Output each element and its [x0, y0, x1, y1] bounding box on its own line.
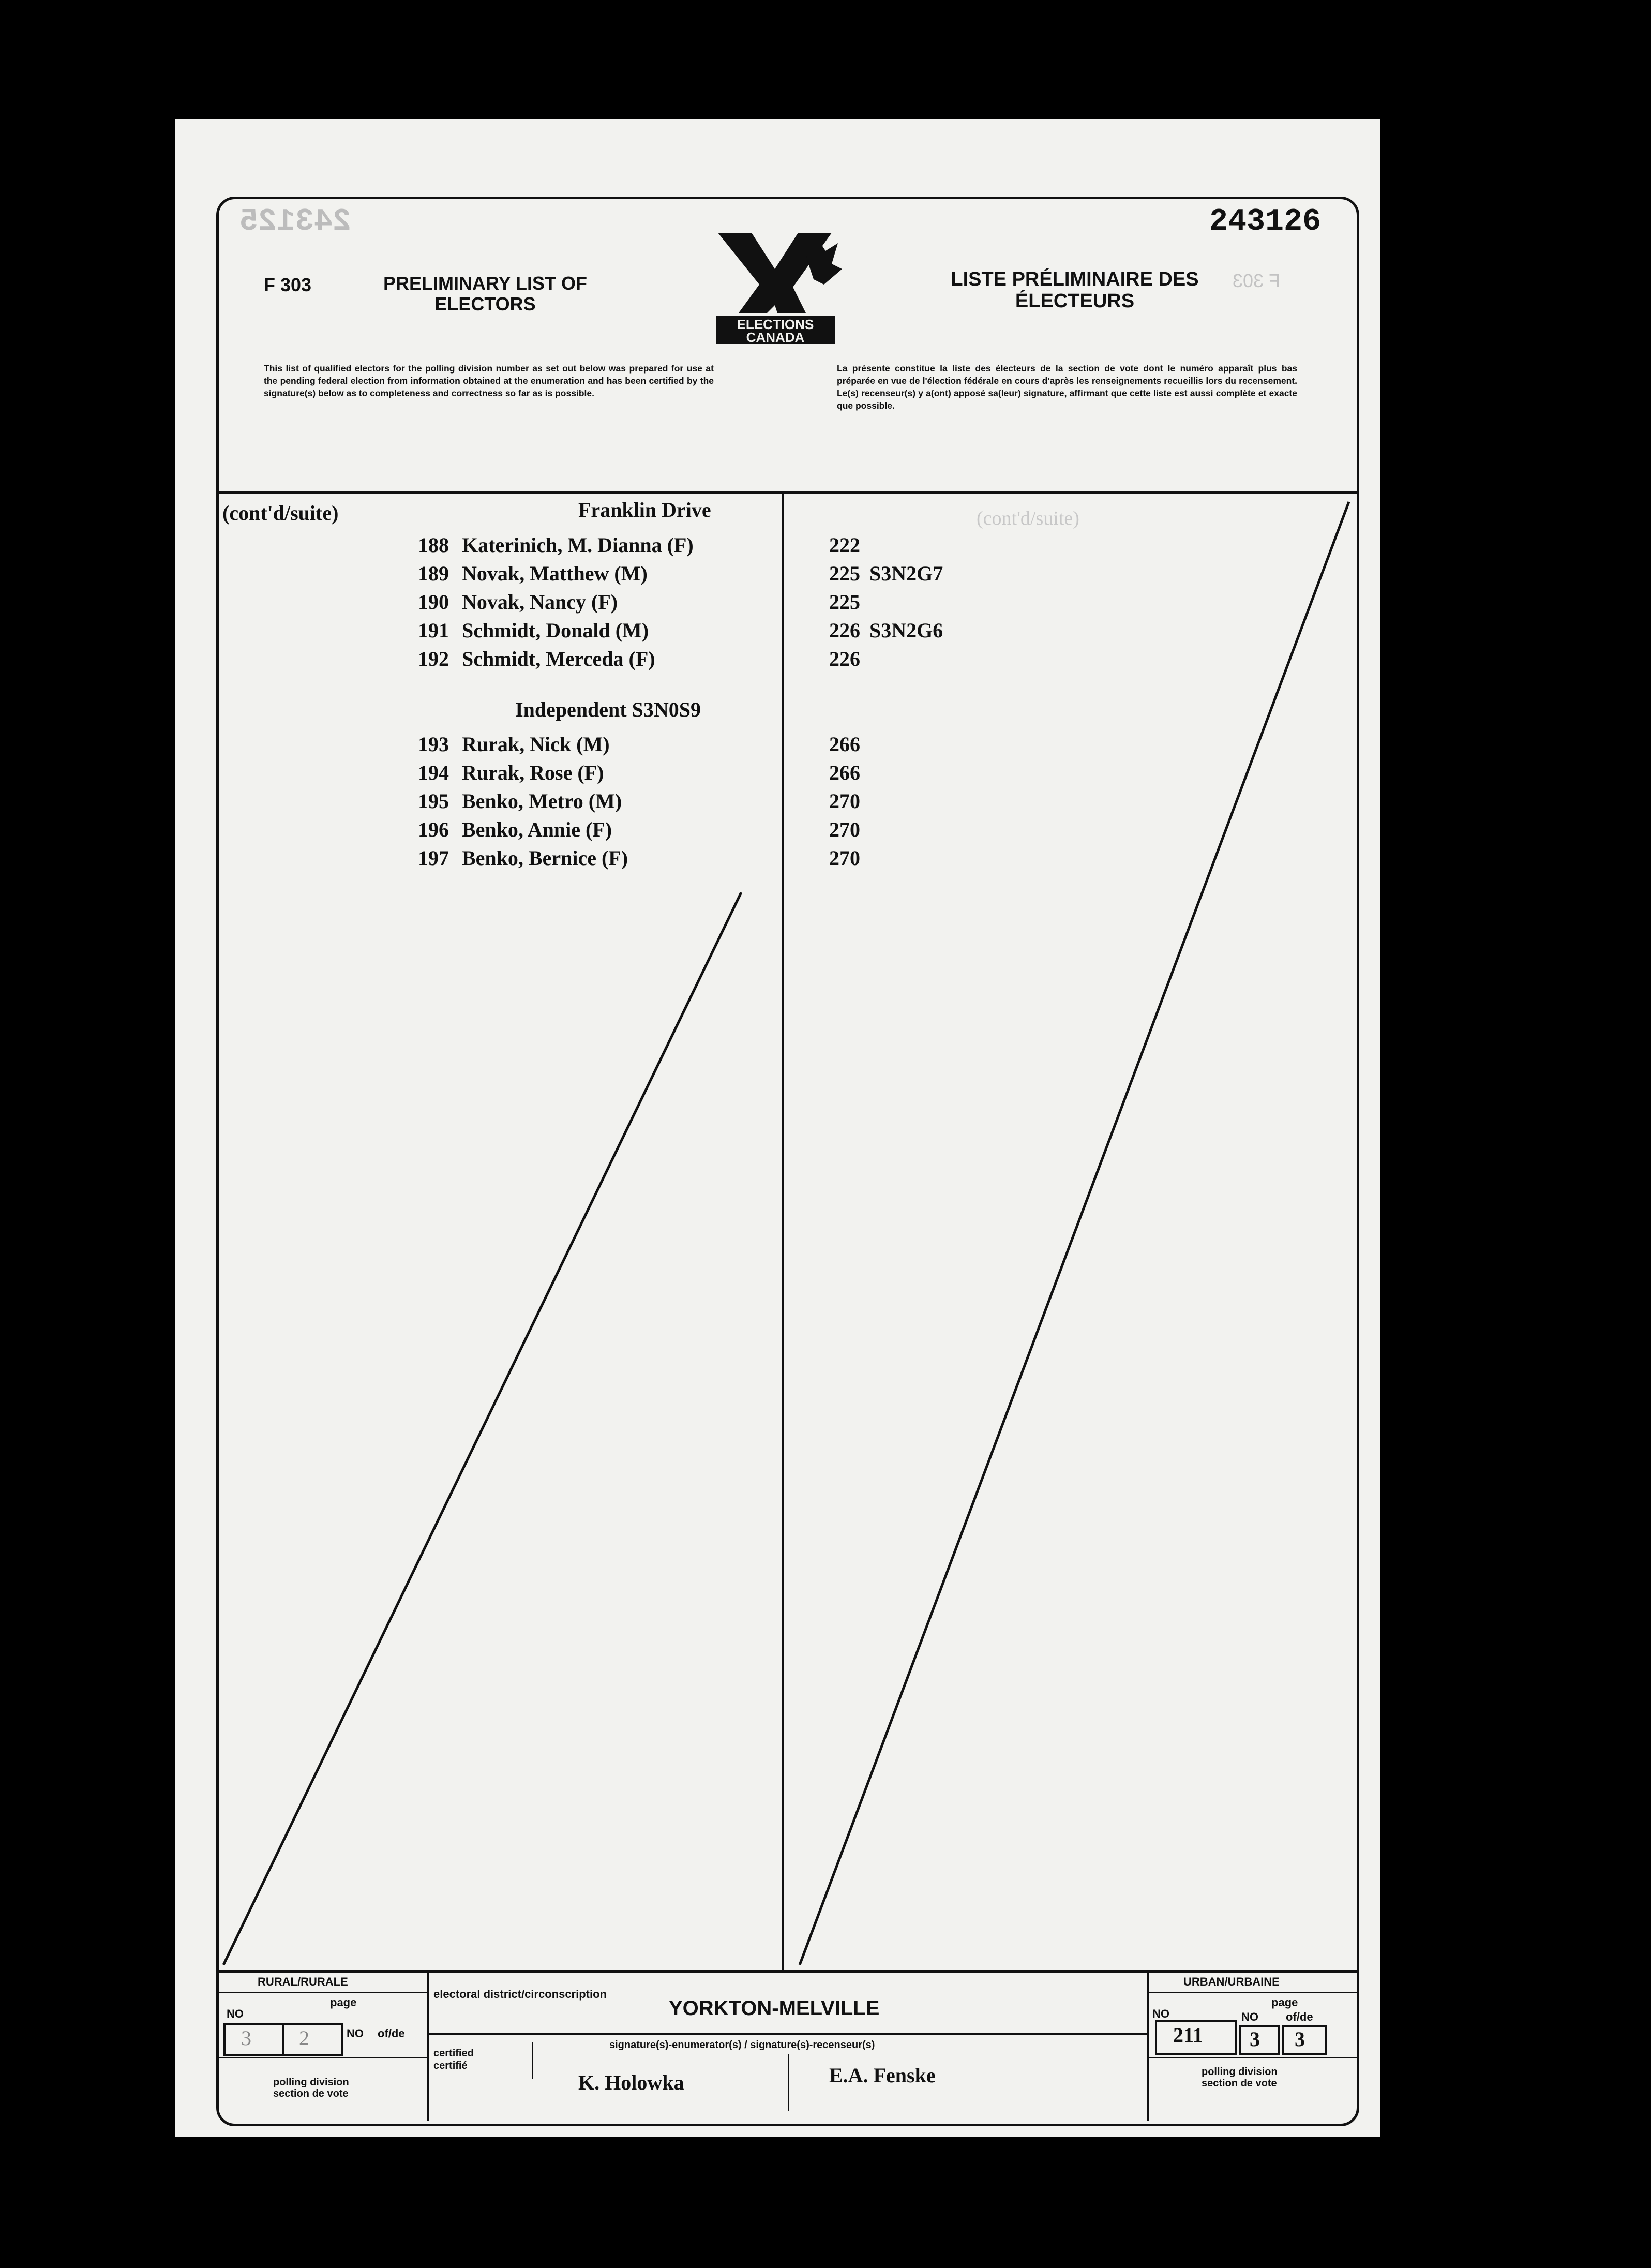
urban-line-1: [1148, 1992, 1358, 1993]
rural-page-label: page: [330, 1996, 357, 2009]
signature-divider: [788, 2054, 789, 2111]
form-number-ghost: F 303: [1233, 270, 1281, 291]
intro-french: La présente constitue la liste des électeurs de la section de vote dont le numéro apparaît plus bas préparée en vue de l'élection fédérale en cours d'après les renseignements recueillis lors du recensement. Le(s) recenseur(s) y a(ont) apposé sa(leur) signature, affirmant que cette liste est aussi complète et exacte que possible.: [837, 363, 1297, 411]
elector-name: Rurak, Rose (F): [462, 761, 604, 784]
cancellation-lines: [175, 119, 1380, 2137]
intro-english: This list of qualified electors for the polling division number as set out below was prepared for use at the pending federal election from information obtained at the enumeration and has been certified by the signature(s) below as to completeness and correctness so far as is possible.: [264, 363, 714, 398]
elector-name: Katerinich, M. Dianna (F): [462, 533, 694, 557]
civic-number: 266: [829, 761, 860, 784]
elector-number: 197: [418, 846, 449, 870]
paper-sheet: [175, 119, 1380, 2137]
civic-number: 225: [829, 562, 860, 585]
title-french: LISTE PRÉLIMINAIRE DES ÉLECTEURS: [951, 268, 1199, 312]
electoral-district: YORKTON-MELVILLE: [669, 1997, 880, 2020]
civic-number: 270: [829, 846, 860, 870]
rural-of-label: of/de: [378, 2027, 405, 2040]
urban-page-label: page: [1271, 1996, 1298, 2009]
elector-number: 190: [418, 590, 449, 614]
urban-polling-label-2: section de vote: [1202, 2078, 1277, 2089]
civic-number: 266: [829, 733, 860, 756]
urban-of-label: of/de: [1286, 2010, 1313, 2023]
elector-number: 194: [418, 761, 449, 784]
serial-number-ghost: 243125: [239, 204, 352, 240]
page-number: 3: [1250, 2027, 1260, 2051]
title-english: PRELIMINARY LIST OF ELECTORS: [383, 273, 587, 315]
civic-number: 225: [829, 590, 860, 614]
elector-name: Novak, Matthew (M): [462, 562, 648, 585]
page-of: 3: [1295, 2027, 1305, 2051]
footer-urban-divider: [1147, 1971, 1149, 2121]
urban-no-label: NO: [1152, 2007, 1169, 2020]
logo-text-en: ELECTIONS: [737, 317, 814, 332]
elector-number: 195: [418, 789, 449, 813]
postal-code: S3N2G7: [869, 562, 943, 585]
certified-divider: [532, 2042, 533, 2079]
signature-label: signature(s)-enumerator(s) / signature(s)-recenseur(s): [609, 2039, 875, 2051]
elector-name: Benko, Bernice (F): [462, 846, 628, 870]
certified-label-fr: certifié: [433, 2060, 468, 2071]
civic-number: 222: [829, 533, 860, 557]
enumerator-1-signature: K. Holowka: [578, 2071, 684, 2094]
elector-name: Schmidt, Donald (M): [462, 619, 649, 642]
postal-code: S3N2G6: [869, 619, 943, 642]
form-number: F 303: [264, 274, 312, 295]
ghost-text-right-column: (cont'd/suite): [977, 508, 1079, 529]
elector-name: Novak, Nancy (F): [462, 590, 618, 614]
urban-polling-label-1: polling division: [1202, 2066, 1278, 2078]
elector-name: Benko, Annie (F): [462, 818, 612, 841]
civic-number: 226: [829, 647, 860, 670]
rural-line-2: [216, 2057, 427, 2058]
urban-line-2: [1148, 2057, 1358, 2058]
civic-number: 226: [829, 619, 860, 642]
enumerator-2-signature: E.A. Fenske: [829, 2064, 936, 2087]
rural-page-value: 3: [241, 2026, 251, 2050]
rural-page-box: [282, 2023, 343, 2056]
civic-number: 270: [829, 789, 860, 813]
electoral-district-label: electoral district/circonscription: [433, 1988, 607, 2001]
elector-number: 196: [418, 818, 449, 841]
rural-label: RURAL/RURALE: [258, 1975, 348, 1988]
street-franklin-drive: Franklin Drive: [578, 498, 711, 521]
elector-name: Schmidt, Merceda (F): [462, 647, 655, 670]
elector-number: 193: [418, 733, 449, 756]
rural-no-label: NO: [227, 2007, 244, 2020]
rural-polling-label-2: section de vote: [273, 2088, 349, 2099]
rural-no-label-2: NO: [347, 2027, 364, 2040]
elector-number: 191: [418, 619, 449, 642]
rural-polling-label-1: polling division: [273, 2077, 349, 2088]
district-signature-divider: [428, 2033, 1147, 2035]
rural-page-of-value: 2: [299, 2026, 309, 2050]
polling-number: 211: [1173, 2023, 1203, 2047]
rural-line-1: [216, 1992, 427, 1993]
continued-label: (cont'd/suite): [222, 501, 339, 525]
urban-no-label-2: NO: [1241, 2010, 1258, 2023]
footer-rural-divider: [427, 1971, 429, 2121]
logo-text-fr: CANADA: [746, 330, 805, 345]
elector-number: 192: [418, 647, 449, 670]
elector-number: 188: [418, 533, 449, 557]
certified-label-en: certified: [433, 2048, 474, 2059]
street-independent: Independent S3N0S9: [515, 698, 701, 721]
serial-number: 243126: [1209, 204, 1322, 240]
urban-label: URBAN/URBAINE: [1183, 1975, 1280, 1988]
elector-number: 189: [418, 562, 449, 585]
civic-number: 270: [829, 818, 860, 841]
rural-no-box: [223, 2023, 284, 2056]
elector-name: Rurak, Nick (M): [462, 733, 610, 756]
elector-name: Benko, Metro (M): [462, 789, 622, 813]
